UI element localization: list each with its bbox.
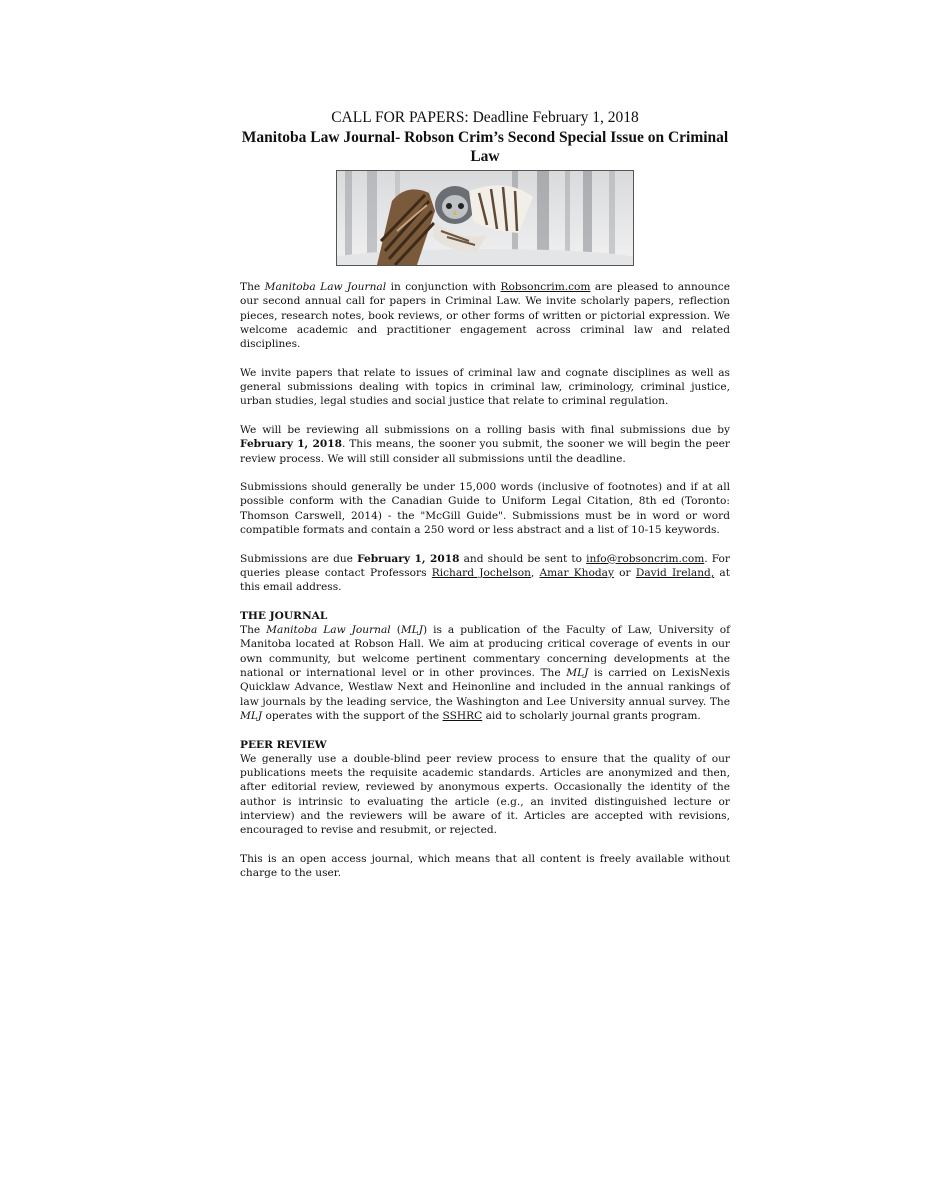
sshrc-link[interactable]: SSHRC [442,709,483,722]
journal-name: Manitoba Law Journal [266,624,391,637]
journal-abbreviation: MLJ [566,667,589,680]
contact-paragraph [240,552,730,595]
text-run: ) is a publication of the Faculty of Law, University of Manitoba located at Robson Hall. We aim at producing critical coverage of events in our own community, but welcome pertinent commentary concerning developments at the national or international level or in other provinces. The [240,624,730,680]
issue-title: Manitoba Law Journal- Robson Crim’s Second Special Issue on Criminal Law [241,129,729,165]
professor-khoday-link[interactable]: Amar Khoday [539,566,614,579]
deadline-date: February 1, 2018 [240,438,342,451]
professor-jochelson-link[interactable]: Richard Jochelson [431,566,531,579]
body-text [240,280,730,895]
owl-illustration [336,170,634,266]
journal-abbreviation: MLJ [400,624,423,637]
journal-section [240,609,730,723]
text-run: The [240,281,265,293]
text-run: . For queries please contact Professors [240,552,730,579]
text-run: Submissions are due [240,552,358,565]
text-run: in conjunction with [386,281,501,293]
text-run: We will be reviewing all submissions on a rolling basis with final submissions due by [240,423,730,436]
text-run: , [530,566,540,579]
text-run: or [613,566,636,579]
owl-in-forest-icon [337,171,633,265]
intro-paragraph [240,280,730,351]
peer-review-text: We generally use a double-blind peer review process to ensure that the quality of our publications meets the requisite academic standards. Articles are anonymized and then, after editorial review, reviewed by anonymous experts. Occasionally the identity of the author is intrinsic to evaluating the article (e.g., an invited distinguished lecture or interview) and the reviewers will be aware of it. Articles are accepted with revisions, encouraged to revise and resubmit, or rejected. [240,752,730,837]
open-access-paragraph: This is an open access journal, which means that all content is freely available without charge to the user. [240,852,730,880]
rolling-basis-paragraph [240,423,730,466]
text-run: ( [390,624,401,637]
topics-paragraph: We invite papers that relate to issues of criminal law and cognate disciplines as well as general submissions dealing with topics in criminal law, criminology, criminal justice, urban studies, legal studies and social justice that relate to criminal regulation. [240,366,730,408]
robsoncrim-link[interactable]: Robsoncrim.com [500,281,591,293]
professor-ireland-link[interactable]: David Ireland, [635,566,715,579]
text-run: are pleased to announce our second annual call for papers in Criminal Law. We invite scholarly papers, reflection pieces, research notes, book reviews, or other forms of written or pictorial expression. We welcome academic and practitioner engagement across criminal law and related disciplines. [240,281,731,351]
call-for-papers-title: CALL FOR PAPERS: Deadline February 1, 2018 [331,109,639,126]
peer-review-heading: PEER REVIEW [240,738,327,751]
title-block [240,108,730,166]
deadline-date: February 1, 2018 [357,552,460,565]
text-run: operates with the support of the [262,709,443,722]
text-run: aid to scholarly journal grants program. [482,709,701,722]
email-link[interactable]: info@robsoncrim.com [586,552,705,565]
journal-heading: THE JOURNAL [240,609,328,622]
journal-abbreviation: MLJ [240,709,263,722]
peer-review-section [240,738,730,838]
submission-format-paragraph: Submissions should generally be under 15,000 words (inclusive of footnotes) and if at all possible conform with the Canadian Guide to Uniform Legal Citation, 8th ed (Toronto: Thomson Carswell, 2014) - the "McGill Guide". Submissions must be in word or word compatible formats and contain a 250 word or less abstract and a list of 10-15 keywords. [240,481,730,537]
text-run: at this email address. [240,566,730,594]
text-run: and should be sent to [459,552,587,565]
journal-name: Manitoba Law Journal [264,281,387,293]
text-run: is carried on LexisNexis Quicklaw Advance, Westlaw Next and Heinonline and included in the annual rankings of law journals by the leading service, the Washington and Lee University annual survey. The [240,667,730,708]
text-run: The [240,624,267,637]
text-run: . This means, the sooner you submit, the sooner we will begin the peer review process. We will still consider all submissions until the deadline. [240,438,730,465]
